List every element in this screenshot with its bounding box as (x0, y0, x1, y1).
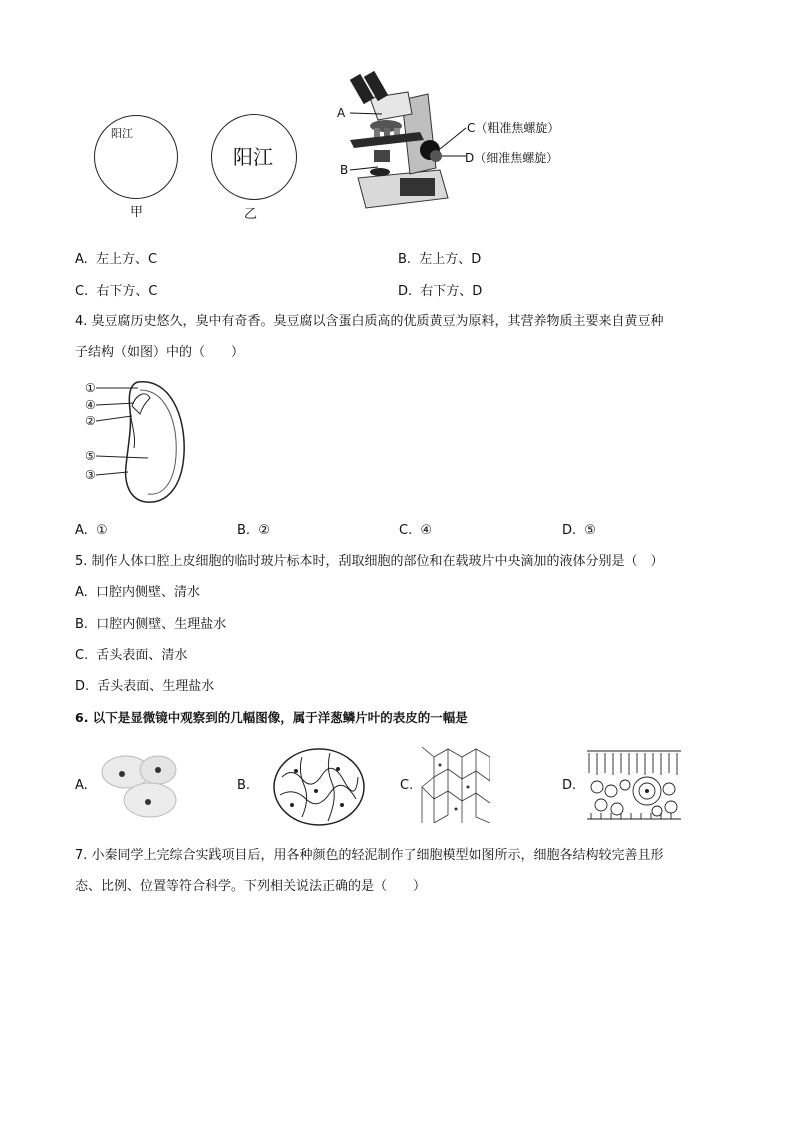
microscope-base-panel (400, 178, 435, 196)
option-text: 左上方、C (95, 252, 158, 267)
condenser (374, 150, 390, 162)
q4-stem-line2: 子结构（如图）中的（ ） (75, 345, 245, 360)
option-text: 口腔内侧壁、生理盐水 (96, 617, 227, 632)
q4-option-b[interactable] (237, 523, 270, 539)
option-text: ① (95, 523, 108, 538)
caption-jia: 甲 (130, 205, 144, 220)
bean-seed-diagram (80, 376, 195, 508)
q7-stem-line2: 态、比例、位置等符合科学。下列相关说法正确的是（ ） (75, 879, 427, 894)
q6-option-b-letter[interactable]: B. (237, 778, 251, 793)
option-letter: A. (75, 523, 88, 538)
q6-option-d-letter[interactable]: D. (562, 778, 577, 793)
option-text: ⑤ (584, 523, 596, 538)
q6-image-a-cheek-cells[interactable] (98, 750, 180, 822)
lamp (370, 168, 390, 176)
option-letter: C. (75, 648, 89, 663)
view-circle-yi (211, 114, 297, 200)
option-text: 舌头表面、生理盐水 (97, 679, 215, 694)
option-letter: D. (562, 523, 577, 538)
q5-stem: 5. 制作人体口腔上皮细胞的临时玻片标本时，刮取细胞的部位和在载玻片中央滴加的液体分别是（ ） (75, 554, 664, 569)
option-letter: C. (399, 523, 413, 538)
q3-option-b[interactable] (398, 252, 481, 268)
seed-label-4: ④ (85, 398, 96, 412)
q3-option-a[interactable] (75, 252, 157, 268)
microscope-label-b: B (340, 163, 349, 177)
option-text: ④ (420, 523, 433, 538)
q6-option-c-letter[interactable]: C. (400, 778, 414, 793)
q4-option-c[interactable] (399, 523, 432, 539)
q6-image-b-leaf-epidermis[interactable] (272, 747, 366, 827)
microscope-label-d: D（细准焦螺旋） (465, 151, 559, 165)
option-letter: A. (75, 252, 88, 267)
microscope-illustration (330, 70, 480, 215)
view-jia-text: 阳江 (111, 127, 133, 140)
microscope-label-c: C（粗准焦螺旋） (467, 121, 560, 135)
q6-stem: 6. 以下是显微镜中观察到的几幅图像，属于洋葱鳞片叶的表皮的一幅是 (75, 710, 468, 725)
option-letter: B. (237, 523, 251, 538)
q6-option-a-letter[interactable]: A. (75, 778, 88, 793)
option-letter: B. (398, 252, 412, 267)
option-letter: D. (75, 679, 90, 694)
fine-focus-knob (430, 150, 442, 162)
option-text: 右下方、D (420, 284, 483, 299)
q3-option-c[interactable] (75, 284, 157, 300)
option-letter: B. (75, 617, 89, 632)
view-yi-text: 阳江 (233, 145, 273, 169)
option-text: ② (258, 523, 270, 538)
seed-label-3: ③ (85, 468, 96, 482)
option-letter: D. (398, 284, 413, 299)
option-text: 右下方、C (96, 284, 158, 299)
seed-label-1: ① (85, 381, 96, 395)
q7-stem-line1: 7. 小秦同学上完综合实践项目后，用各种颜色的轻泥制作了细胞模型如图所示，细胞各结构较完善且形 (75, 848, 664, 863)
q4-option-d[interactable] (562, 523, 596, 539)
option-letter: C. (75, 284, 89, 299)
cotyledon-line (140, 390, 176, 494)
seed-label-5: ⑤ (85, 449, 96, 463)
q4-stem-line1: 4. 臭豆腐历史悠久，臭中有奇香。臭豆腐以含蛋白质高的优质黄豆为原料，其营养物质主要来自黄豆种 (75, 314, 664, 329)
q3-option-d[interactable] (398, 284, 482, 300)
caption-yi: 乙 (244, 207, 258, 222)
q5-option-d[interactable] (75, 679, 214, 695)
option-letter: A. (75, 585, 88, 600)
plumule (132, 394, 150, 414)
microscope-label-a: A (337, 106, 346, 120)
q6-image-c-onion-cells[interactable] (420, 747, 490, 823)
option-text: 左上方、D (419, 252, 482, 267)
q5-option-a[interactable] (75, 585, 200, 601)
q4-option-a[interactable] (75, 523, 108, 539)
q6-image-d-leaf-cross-section[interactable] (585, 747, 683, 823)
option-text: 口腔内侧壁、清水 (95, 585, 200, 600)
q5-option-b[interactable] (75, 617, 226, 633)
q5-option-c[interactable] (75, 648, 187, 664)
seed-label-2: ② (85, 414, 96, 428)
view-circle-jia (94, 115, 178, 199)
option-text: 舌头表面、清水 (96, 648, 188, 663)
